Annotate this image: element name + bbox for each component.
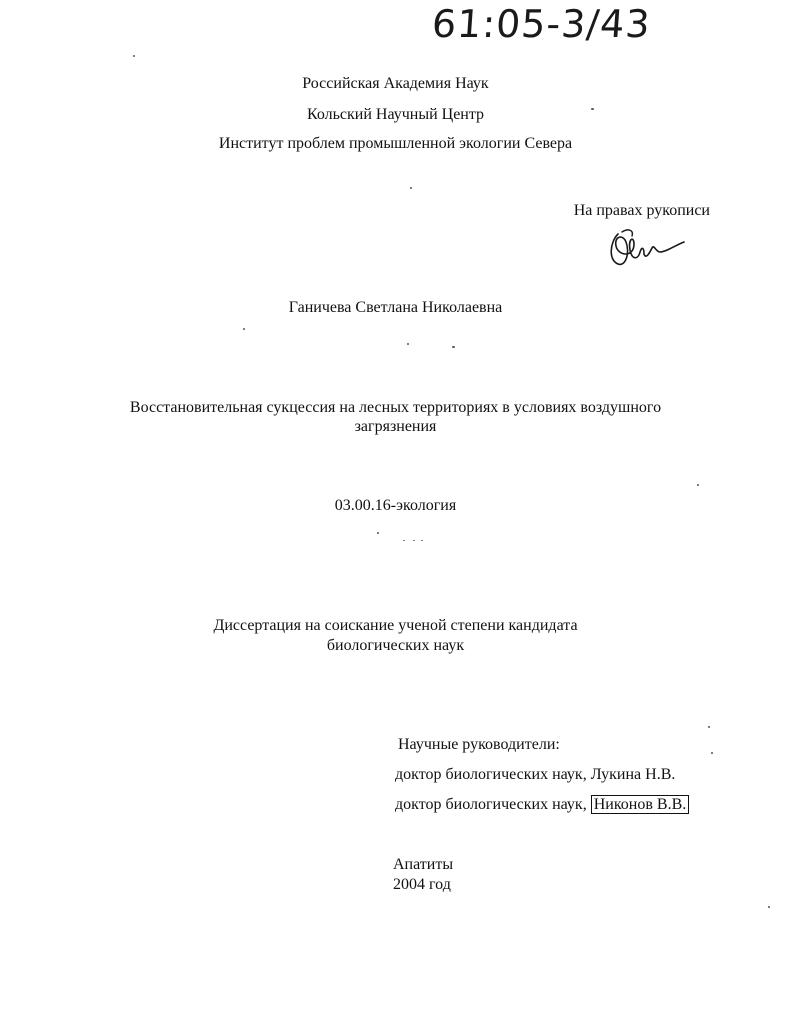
city: Апатиты <box>393 856 454 873</box>
scan-speck <box>377 532 379 534</box>
institute-name: Институт проблем промышленной экологии Севера <box>218 135 573 152</box>
supervisors-heading: Научные руководители: <box>398 736 560 753</box>
scan-speck <box>591 108 594 110</box>
scan-speck <box>768 906 770 908</box>
supervisor-2-degree: доктор биологических наук, <box>395 796 587 813</box>
degree-line-1: Диссертация на соискание ученой степени кандидата <box>213 617 578 634</box>
supervisor-1 <box>395 765 675 785</box>
scan-speck <box>133 55 135 57</box>
supervisor-2-name: Никонов В.В. <box>591 795 690 814</box>
scan-speck <box>452 346 455 348</box>
archive-number: 61:05-3/43 <box>430 2 653 46</box>
scan-speck <box>403 540 405 541</box>
thesis-title-line-1: Восстановительная сукцессия на лесных территориях в условиях воздушного <box>129 399 662 416</box>
scan-speck <box>697 484 699 486</box>
academy-name: Российская Академия Наук <box>302 75 489 92</box>
scan-speck <box>413 540 415 541</box>
manuscript-note: На правах рукописи <box>573 202 710 219</box>
specialty-code: 03.00.16-экология <box>334 497 457 514</box>
supervisor-1-degree: доктор биологических наук, <box>395 766 587 783</box>
scan-speck <box>421 540 423 541</box>
degree-line-2: биологических наук <box>326 637 465 654</box>
center-name: Кольский Научный Центр <box>306 106 485 123</box>
signature-icon <box>604 222 686 272</box>
author-name: Ганичева Светлана Николаевна <box>288 299 503 316</box>
supervisor-1-name: Лукина Н.В. <box>590 766 676 783</box>
supervisor-2 <box>395 795 689 815</box>
thesis-title-line-2: загрязнения <box>354 418 437 435</box>
year: 2004 год <box>393 876 451 893</box>
scan-speck <box>711 752 713 754</box>
scan-speck <box>708 726 710 728</box>
scan-speck <box>407 343 409 345</box>
scan-speck <box>243 328 245 330</box>
scan-speck <box>410 187 412 189</box>
